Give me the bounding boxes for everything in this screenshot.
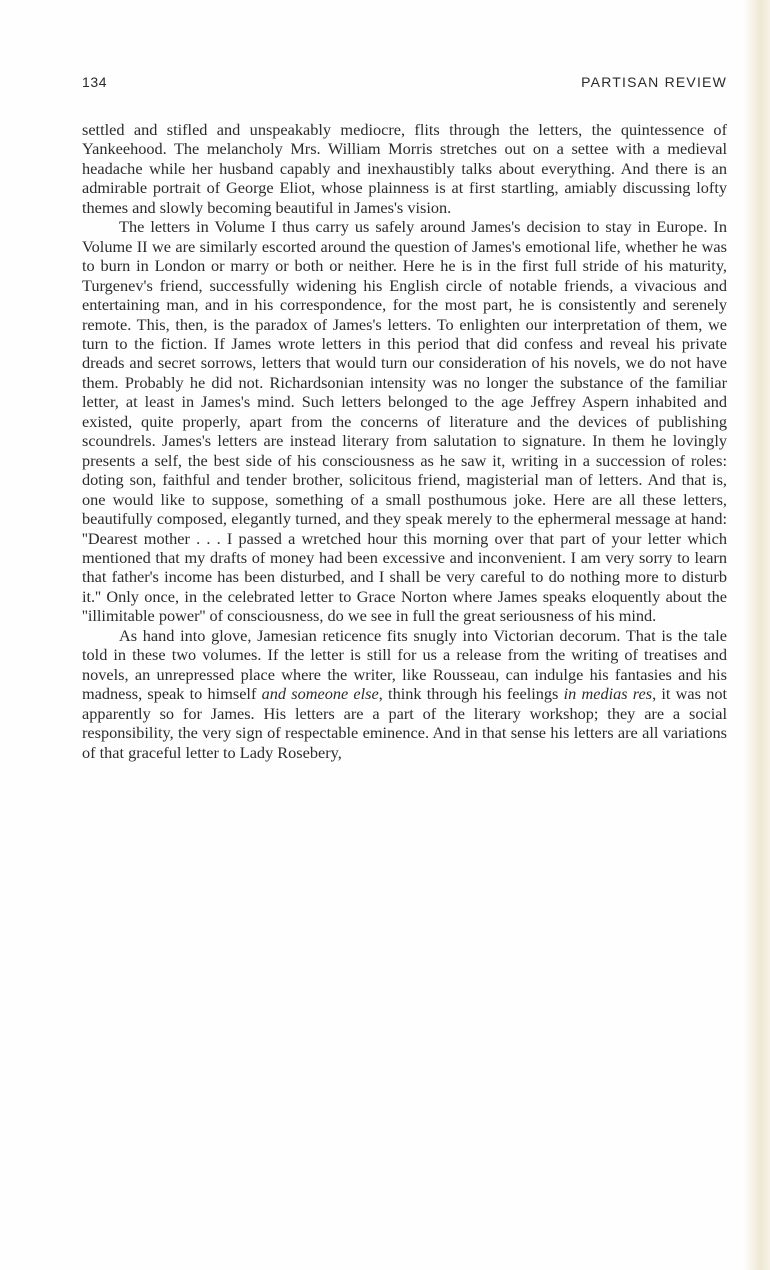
article-body (82, 120, 727, 762)
paragraph-3-text-2: , think through his feelings (378, 684, 564, 704)
paragraph-1: settled and stifled and unspeakably mediocre, flits through the letters, the quintessence of Yankeehood. The melancholy Mrs. William Morris stretches out on a settee with a medieval headache while her husband capably and inexhaustibly talks about everything. And there is an admirable portrait of George Eliot, whose plainness is at first startling, amiably discussing lofty themes and slowly becoming beautiful in James's vision. (82, 120, 727, 217)
paragraph-3-text-1: As hand into glove, Jamesian reticence fits snugly into Victorian decorum. That is the tale told in these two volumes. If the letter is still for us a release from the writing of treatises and novels, an unrepressed place where the writer, like Rousseau, can indulge his fantasies and his madness, speak to himself (82, 625, 727, 704)
page-gutter-shadow (742, 0, 770, 1270)
page-number: 134 (82, 74, 108, 90)
paragraph-2: The letters in Volume I thus carry us safely around James's decision to stay in Europe. In Volume II we are similarly escorted around the question of James's emotional life, whether he was to burn in London or marry or both or neither. Here he is in the first full stride of his maturity, Turgenev's friend, successfully widening his English circle of notable friends, a vivacious and entertaining man, and in his correspondence, for the most part, he is consistently and serenely remote. This, then, is the paradox of James's letters. To enlighten our interpretation of them, we turn to the fiction. If James wrote letters in this period that did confess and reveal his private dreads and secret sorrows, letters that would turn our consideration of his novels, we do not have them. Probably he did not. Richardsonian intensity was no longer the substance of the familiar letter, at least in James's mind. Such letters belonged to the age Jeffrey Aspern inhabited and existed, quite properly, apart from the concerns of literature and the devices of publishing scoundrels. James's letters are instead literary from salutation to signature. In them he lovingly presents a self, the best side of his consciousness as he saw it, writing in a succession of roles: doting son, faithful and tender brother, solicitous friend, magisterial man of letters. And that is, one would like to suppose, something of a small posthumous joke. Here are all these letters, beautifully composed, elegantly turned, and they speak merely to the ephermeral message at hand: ''Dearest mother . . . I passed a wretched hour this morning over that part of your letter which mentioned that my drafts of money had been excessive and inconvenient. I am very sorry to learn that father's income has been disturbed, and I shall be very careful to do nothing more to disturb it.'' Only once, in the celebrated letter to Grace Norton where James speaks eloquently about the ''illimitable power'' of consciousness, do we see in full the great seriousness of his mind. (82, 217, 727, 626)
running-head (82, 74, 727, 94)
paragraph-3 (82, 626, 727, 762)
italic-phrase-and-someone-else: and someone else (261, 684, 379, 704)
journal-title: PARTISAN REVIEW (581, 74, 727, 90)
italic-phrase-in-medias-res: in medias res (563, 684, 653, 704)
paragraph-3-text-3: , it was not apparently so for James. His letters are a part of the literary workshop; they are a social responsibility, the very sign of respectable eminence. And in that sense his letters are all variations of that graceful letter to Lady Rosebery, (82, 684, 728, 762)
